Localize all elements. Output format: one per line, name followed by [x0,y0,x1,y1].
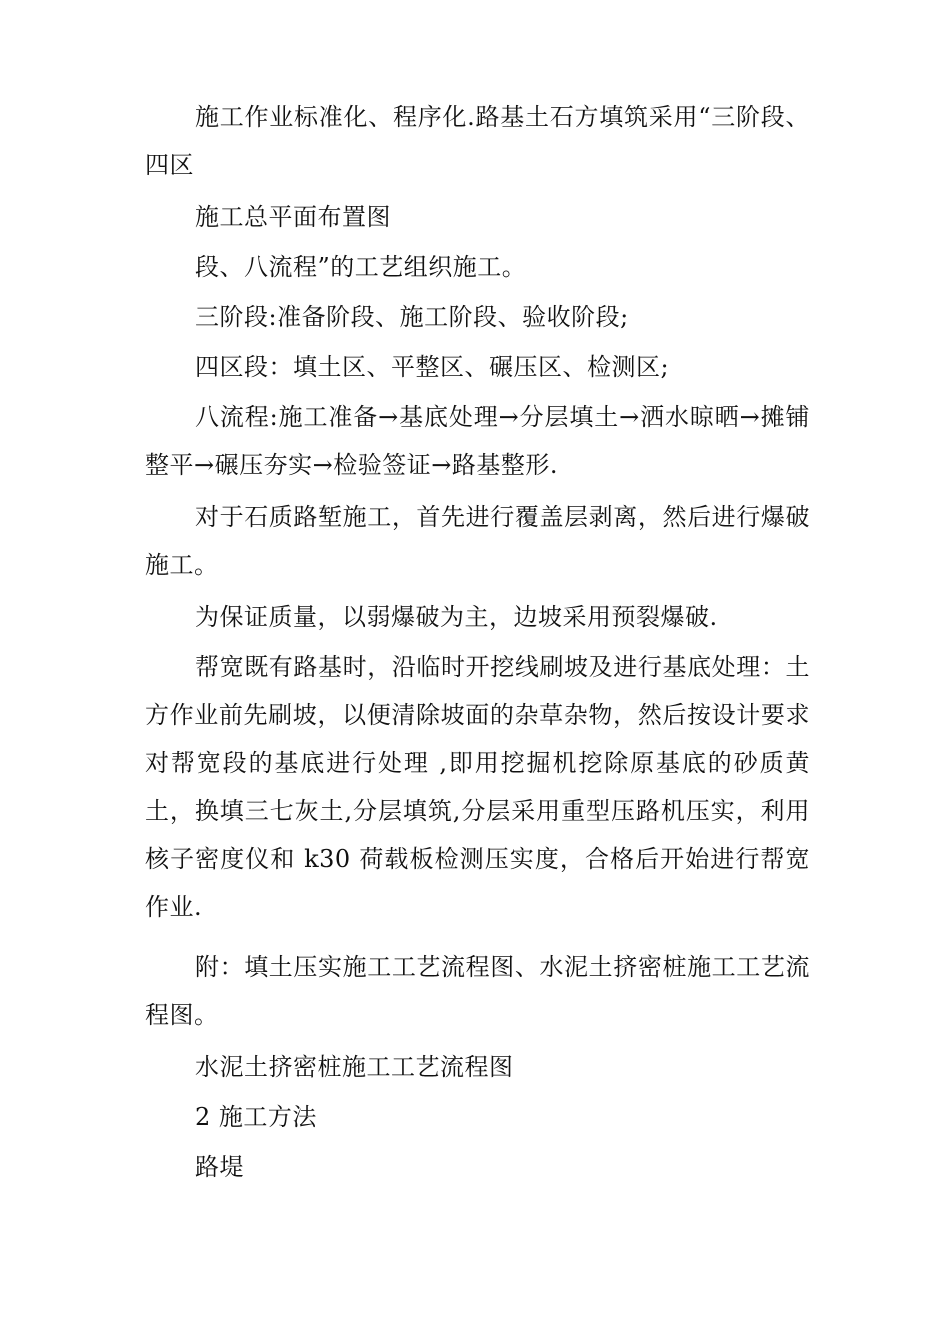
paragraph-blasting-quality: 为保证质量，以弱爆破为主，边坡采用预裂爆破. [195,603,718,631]
paragraph-rock-cutting: 对于石质路堑施工，首先进行覆盖层剥离，然后进行爆破施工。 [145,503,810,579]
paragraph-site-layout-plan: 施工总平面布置图 [195,203,391,231]
subheading-embankment: 路堤 [195,1153,244,1181]
paragraph-appendix: 附：填土压实施工工艺流程图、水泥土挤密桩施工工艺流程图。 [145,953,810,1029]
paragraph-pile-flowchart-title: 水泥土挤密桩施工工艺流程图 [195,1053,514,1081]
paragraph-widening-subgrade: 帮宽既有路基时，沿临时开挖线刷坡及进行基底处理：土方作业前先刷坡，以便清除坡面的杂草杂物，然后按设计要求对帮宽段的基底进行处理 ,即用挖掘机挖除原基底的砂质黄土，换填三七灰土,分层填筑,分层采用重型压路机压实，利用核子密度仪和 k30 荷载板检测压实度，合格后开始进行帮宽作业. [145,653,810,921]
paragraph-eight-processes: 八流程:施工准备→基底处理→分层填土→洒水晾晒→摊铺整平→碾压夯实→检验签证→路基整形. [145,403,810,479]
paragraph-three-stages: 三阶段:准备阶段、施工阶段、验收阶段; [195,303,629,331]
paragraph-process-organization: 段、八流程”的工艺组织施工。 [195,253,527,281]
paragraph-four-zones: 四区段：填土区、平整区、碾压区、检测区; [195,353,670,381]
paragraph-construction-standardization: 施工作业标准化、程序化.路基土石方填筑采用“三阶段、四区 [145,103,810,179]
section-heading-construction-method: 2 施工方法 [195,1103,317,1131]
